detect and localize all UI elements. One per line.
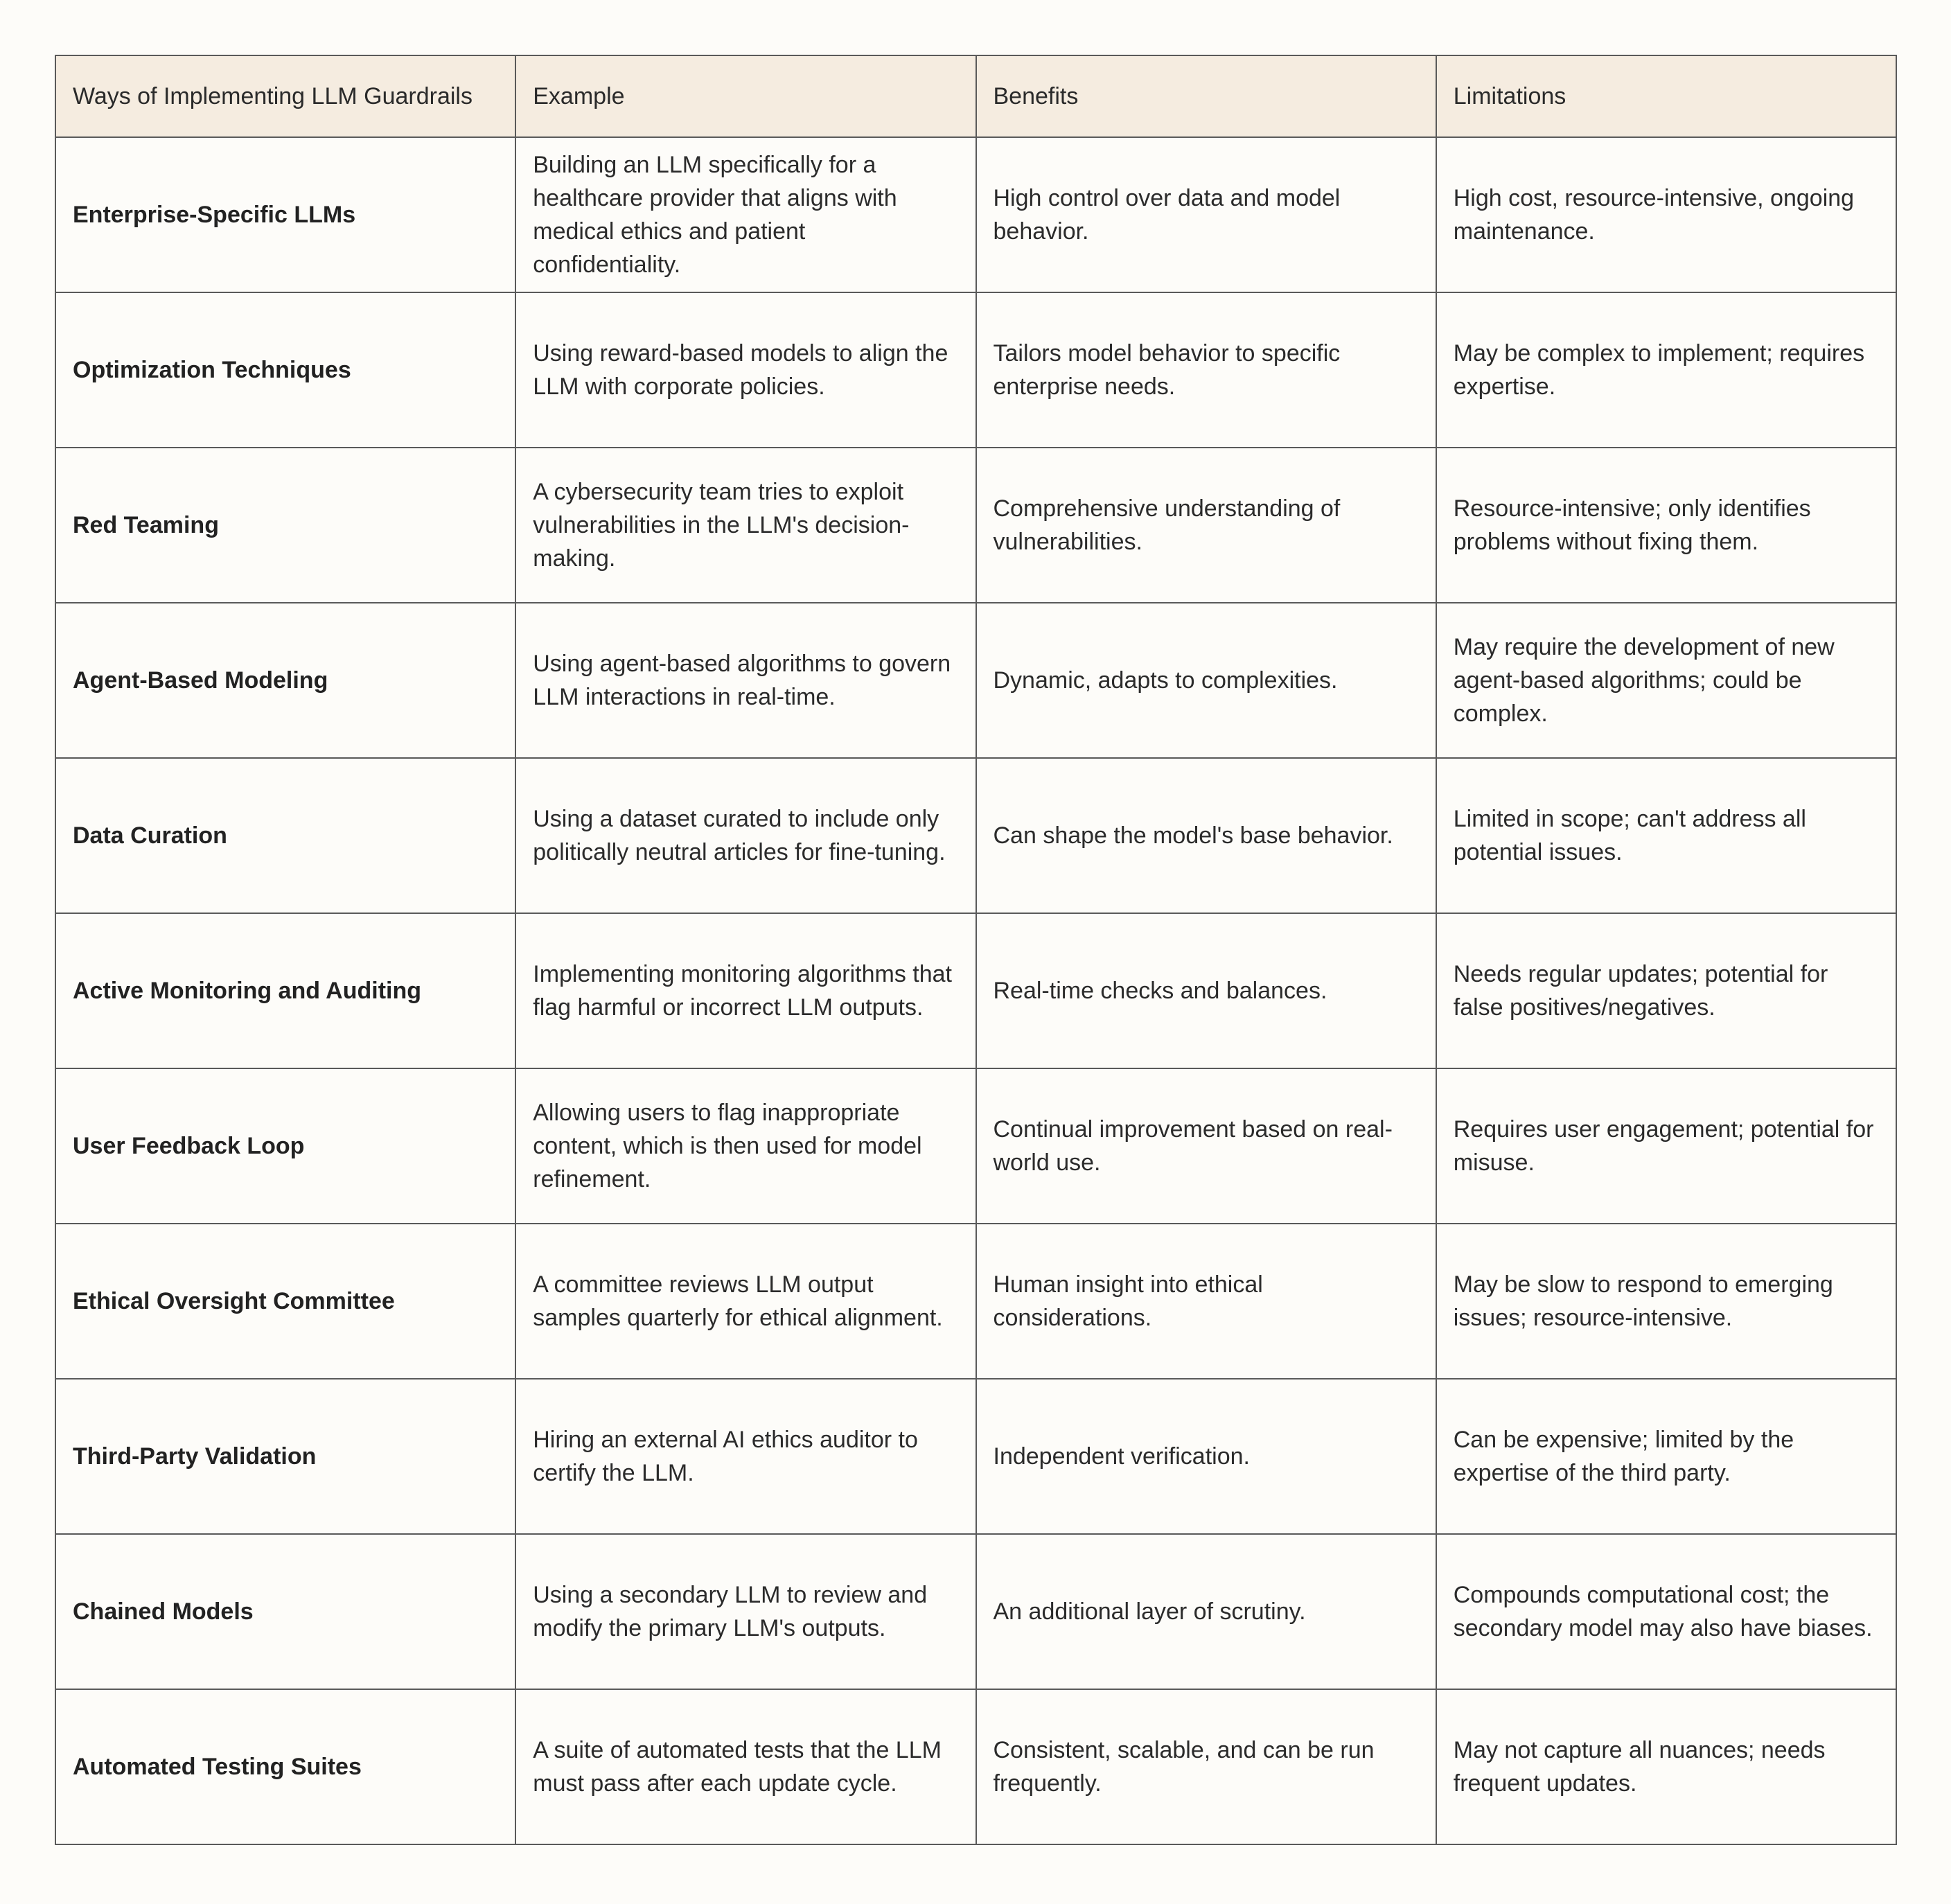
benefits-cell: Can shape the model's base behavior. xyxy=(976,758,1436,913)
limitations-cell: May be complex to implement; requires expertise. xyxy=(1436,292,1896,448)
table-row xyxy=(55,758,1896,913)
table-row xyxy=(55,603,1896,758)
limitations-cell: May be slow to respond to emerging issues; resource-intensive. xyxy=(1436,1224,1896,1379)
benefits-cell: Comprehensive understanding of vulnerabilities. xyxy=(976,448,1436,603)
benefits-cell: Continual improvement based on real-world use. xyxy=(976,1068,1436,1224)
table-row xyxy=(55,1534,1896,1689)
example-cell: Implementing monitoring algorithms that flag harmful or incorrect LLM outputs. xyxy=(515,913,976,1068)
limitations-cell: Resource-intensive; only identifies problems without fixing them. xyxy=(1436,448,1896,603)
limitations-cell: High cost, resource-intensive, ongoing maintenance. xyxy=(1436,137,1896,292)
table-row xyxy=(55,1689,1896,1844)
table-row xyxy=(55,137,1896,292)
benefits-cell: Independent verification. xyxy=(976,1379,1436,1534)
example-cell: Using a dataset curated to include only politically neutral articles for fine-tuning. xyxy=(515,758,976,913)
header-benefits: Benefits xyxy=(976,55,1436,137)
method-cell: Ethical Oversight Committee xyxy=(55,1224,515,1379)
table-row xyxy=(55,448,1896,603)
method-cell: Optimization Techniques xyxy=(55,292,515,448)
table-row xyxy=(55,913,1896,1068)
method-cell: Data Curation xyxy=(55,758,515,913)
example-cell: Allowing users to flag inappropriate content, which is then used for model refinement. xyxy=(515,1068,976,1224)
guardrails-table-container xyxy=(55,55,1897,1845)
method-cell: Agent-Based Modeling xyxy=(55,603,515,758)
example-cell: A cybersecurity team tries to exploit vulnerabilities in the LLM's decision-making. xyxy=(515,448,976,603)
benefits-cell: Dynamic, adapts to complexities. xyxy=(976,603,1436,758)
header-example: Example xyxy=(515,55,976,137)
method-cell: Active Monitoring and Auditing xyxy=(55,913,515,1068)
header-method: Ways of Implementing LLM Guardrails xyxy=(55,55,515,137)
method-cell: Third-Party Validation xyxy=(55,1379,515,1534)
limitations-cell: Compounds computational cost; the secondary model may also have biases. xyxy=(1436,1534,1896,1689)
table-row xyxy=(55,1379,1896,1534)
limitations-cell: May not capture all nuances; needs frequent updates. xyxy=(1436,1689,1896,1844)
example-cell: Building an LLM specifically for a healthcare provider that aligns with medical ethics and patient confidentiality. xyxy=(515,137,976,292)
example-cell: Hiring an external AI ethics auditor to certify the LLM. xyxy=(515,1379,976,1534)
method-cell: Automated Testing Suites xyxy=(55,1689,515,1844)
example-cell: Using a secondary LLM to review and modify the primary LLM's outputs. xyxy=(515,1534,976,1689)
table-row xyxy=(55,1068,1896,1224)
benefits-cell: An additional layer of scrutiny. xyxy=(976,1534,1436,1689)
limitations-cell: Limited in scope; can't address all potential issues. xyxy=(1436,758,1896,913)
table-row xyxy=(55,292,1896,448)
table-row xyxy=(55,1224,1896,1379)
example-cell: Using agent-based algorithms to govern LLM interactions in real-time. xyxy=(515,603,976,758)
method-cell: Red Teaming xyxy=(55,448,515,603)
benefits-cell: Tailors model behavior to specific enterprise needs. xyxy=(976,292,1436,448)
example-cell: A suite of automated tests that the LLM must pass after each update cycle. xyxy=(515,1689,976,1844)
method-cell: Enterprise-Specific LLMs xyxy=(55,137,515,292)
example-cell: Using reward-based models to align the LLM with corporate policies. xyxy=(515,292,976,448)
header-limitations: Limitations xyxy=(1436,55,1896,137)
example-cell: A committee reviews LLM output samples quarterly for ethical alignment. xyxy=(515,1224,976,1379)
method-cell: User Feedback Loop xyxy=(55,1068,515,1224)
table-body xyxy=(55,137,1896,1844)
benefits-cell: High control over data and model behavior. xyxy=(976,137,1436,292)
guardrails-table xyxy=(55,55,1897,1845)
method-cell: Chained Models xyxy=(55,1534,515,1689)
limitations-cell: Needs regular updates; potential for false positives/negatives. xyxy=(1436,913,1896,1068)
benefits-cell: Human insight into ethical considerations. xyxy=(976,1224,1436,1379)
benefits-cell: Consistent, scalable, and can be run frequently. xyxy=(976,1689,1436,1844)
table-header xyxy=(55,55,1896,137)
limitations-cell: May require the development of new agent-based algorithms; could be complex. xyxy=(1436,603,1896,758)
benefits-cell: Real-time checks and balances. xyxy=(976,913,1436,1068)
header-row xyxy=(55,55,1896,137)
limitations-cell: Can be expensive; limited by the expertise of the third party. xyxy=(1436,1379,1896,1534)
limitations-cell: Requires user engagement; potential for misuse. xyxy=(1436,1068,1896,1224)
